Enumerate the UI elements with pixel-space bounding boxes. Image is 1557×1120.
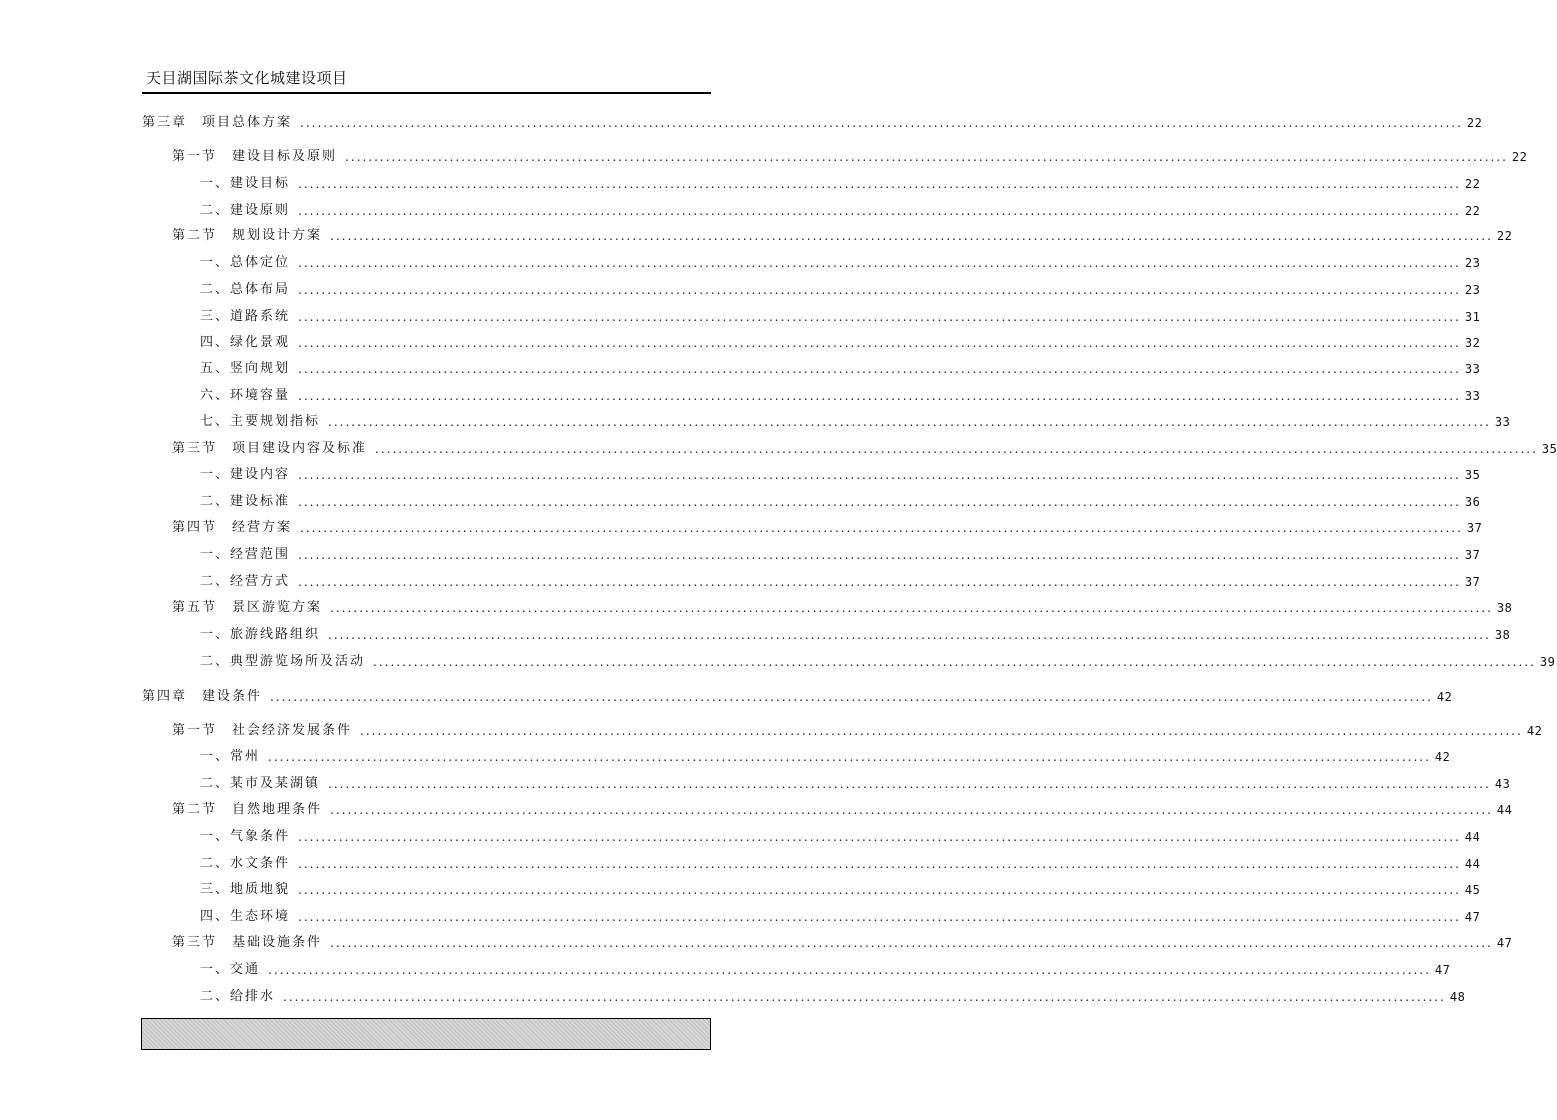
toc-subsection-entry[interactable]: [200, 250, 1481, 276]
toc-page-number: 22: [1464, 204, 1481, 218]
toc-section-entry[interactable]: [172, 515, 1483, 541]
toc-leader-dots: ........................................................................................................................................................................................................: [298, 883, 1461, 897]
toc-page-number: 47: [1496, 936, 1513, 950]
document-title: 天目湖国际茶文化城建设项目: [146, 69, 348, 87]
toc-leader-dots: ........................................................................................................................................................................................................: [298, 310, 1461, 324]
toc-entry-label: 三、地质地貌: [200, 882, 291, 897]
toc-page-number: 37: [1464, 575, 1481, 589]
toc-entry-label: 第四节 经营方案: [172, 520, 293, 535]
toc-section-entry[interactable]: [172, 797, 1513, 823]
toc-subsection-entry[interactable]: [200, 489, 1481, 515]
toc-page-number: 44: [1464, 830, 1481, 844]
toc-subsection-entry[interactable]: [200, 824, 1481, 850]
toc-section-entry[interactable]: [172, 436, 1557, 462]
toc-page-number: 35: [1464, 468, 1481, 482]
toc-leader-dots: ........................................................................................................................................................................................................: [268, 750, 1431, 764]
toc-page-number: 42: [1526, 724, 1543, 738]
toc-entry-label: 一、建设目标: [200, 176, 291, 191]
toc-entry-label: 第三章 项目总体方案: [142, 115, 293, 130]
toc-entry-label: 一、经营范围: [200, 547, 291, 562]
toc-entry-label: 七、主要规划指标: [200, 414, 321, 429]
toc-leader-dots: ........................................................................................................................................................................................................: [283, 990, 1446, 1004]
toc-entry-label: 六、环境容量: [200, 388, 291, 403]
toc-leader-dots: ........................................................................................................................................................................................................: [298, 204, 1461, 218]
toc-entry-label: 一、旅游线路组织: [200, 627, 321, 642]
toc-chapter-entry[interactable]: [142, 110, 1483, 136]
toc-entry-label: 二、给排水: [200, 989, 276, 1004]
toc-subsection-entry[interactable]: [200, 171, 1481, 197]
toc-page-number: 33: [1494, 415, 1511, 429]
toc-page-number: 44: [1464, 857, 1481, 871]
toc-entry-label: 一、总体定位: [200, 255, 291, 270]
toc-section-entry[interactable]: [172, 718, 1543, 744]
toc-entry-label: 二、建设原则: [200, 203, 291, 218]
toc-entry-label: 第三节 基础设施条件: [172, 935, 323, 950]
toc-leader-dots: ........................................................................................................................................................................................................: [345, 150, 1508, 164]
toc-leader-dots: ........................................................................................................................................................................................................: [298, 256, 1461, 270]
toc-leader-dots: ........................................................................................................................................................................................................: [298, 362, 1461, 376]
toc-page-number: 36: [1464, 495, 1481, 509]
toc-subsection-entry[interactable]: [200, 198, 1481, 224]
toc-leader-dots: ........................................................................................................................................................................................................: [328, 777, 1491, 791]
toc-section-entry[interactable]: [172, 595, 1513, 621]
toc-page-number: 39: [1539, 655, 1556, 669]
toc-leader-dots: ........................................................................................................................................................................................................: [360, 724, 1523, 738]
toc-entry-label: 四、绿化景观: [200, 335, 291, 350]
toc-subsection-entry[interactable]: [200, 984, 1466, 1010]
toc-leader-dots: ........................................................................................................................................................................................................: [270, 690, 1433, 704]
toc-leader-dots: ........................................................................................................................................................................................................: [375, 442, 1538, 456]
toc-page-number: 33: [1464, 389, 1481, 403]
toc-subsection-entry[interactable]: [200, 771, 1511, 797]
toc-leader-dots: ........................................................................................................................................................................................................: [298, 389, 1461, 403]
toc-entry-label: 一、气象条件: [200, 829, 291, 844]
toc-subsection-entry[interactable]: [200, 904, 1481, 930]
toc-page-number: 33: [1464, 362, 1481, 376]
toc-page-number: 43: [1494, 777, 1511, 791]
toc-entry-label: 三、道路系统: [200, 309, 291, 324]
toc-subsection-entry[interactable]: [200, 462, 1481, 488]
toc-leader-dots: ........................................................................................................................................................................................................: [298, 548, 1461, 562]
toc-page-number: 22: [1496, 229, 1513, 243]
toc-entry-label: 四、生态环境: [200, 909, 291, 924]
toc-page-number: 45: [1464, 883, 1481, 897]
toc-entry-label: 五、竖向规划: [200, 361, 291, 376]
toc-entry-label: 第三节 项目建设内容及标准: [172, 441, 368, 456]
toc-leader-dots: ........................................................................................................................................................................................................: [268, 963, 1431, 977]
toc-subsection-entry[interactable]: [200, 649, 1556, 675]
toc-subsection-entry[interactable]: [200, 569, 1481, 595]
toc-chapter-entry[interactable]: [142, 684, 1453, 710]
footer-bar: [141, 1018, 711, 1050]
toc-page-number: 47: [1464, 910, 1481, 924]
toc-entry-label: 第四章 建设条件: [142, 689, 263, 704]
toc-entry-label: 二、某市及某湖镇: [200, 776, 321, 791]
toc-page-number: 42: [1434, 750, 1451, 764]
toc-page-number: 32: [1464, 336, 1481, 350]
toc-subsection-entry[interactable]: [200, 744, 1451, 770]
toc-leader-dots: ........................................................................................................................................................................................................: [298, 283, 1461, 297]
toc-subsection-entry[interactable]: [200, 542, 1481, 568]
toc-subsection-entry[interactable]: [200, 304, 1481, 330]
toc-page-number: 22: [1464, 177, 1481, 191]
toc-page-number: 23: [1464, 256, 1481, 270]
toc-entry-label: 一、常州: [200, 749, 261, 764]
toc-page-number: 44: [1496, 803, 1513, 817]
toc-subsection-entry[interactable]: [200, 356, 1481, 382]
toc-subsection-entry[interactable]: [200, 622, 1511, 648]
toc-leader-dots: ........................................................................................................................................................................................................: [330, 803, 1493, 817]
toc-leader-dots: ........................................................................................................................................................................................................: [328, 628, 1491, 642]
toc-leader-dots: ........................................................................................................................................................................................................: [328, 415, 1491, 429]
toc-page-number: 47: [1434, 963, 1451, 977]
page-header: [142, 68, 711, 94]
toc-entry-label: 二、总体布局: [200, 282, 291, 297]
toc-section-entry[interactable]: [172, 223, 1513, 249]
toc-subsection-entry[interactable]: [200, 877, 1481, 903]
toc-leader-dots: ........................................................................................................................................................................................................: [298, 468, 1461, 482]
toc-leader-dots: ........................................................................................................................................................................................................: [330, 601, 1493, 615]
toc-leader-dots: ........................................................................................................................................................................................................: [330, 229, 1493, 243]
toc-entry-label: 一、建设内容: [200, 467, 291, 482]
toc-entry-label: 二、经营方式: [200, 574, 291, 589]
toc-page-number: 37: [1464, 548, 1481, 562]
toc-subsection-entry[interactable]: [200, 851, 1481, 877]
toc-page-number: 22: [1466, 116, 1483, 130]
toc-leader-dots: ........................................................................................................................................................................................................: [298, 336, 1461, 350]
toc-leader-dots: ........................................................................................................................................................................................................: [298, 830, 1461, 844]
toc-page-number: 38: [1496, 601, 1513, 615]
toc-subsection-entry[interactable]: [200, 957, 1451, 983]
toc-leader-dots: ........................................................................................................................................................................................................: [300, 521, 1463, 535]
toc-leader-dots: ........................................................................................................................................................................................................: [298, 177, 1461, 191]
toc-page-number: 42: [1436, 690, 1453, 704]
toc-page-number: 48: [1449, 990, 1466, 1004]
toc-page-number: 37: [1466, 521, 1483, 535]
toc-leader-dots: ........................................................................................................................................................................................................: [330, 936, 1493, 950]
toc-entry-label: 一、交通: [200, 962, 261, 977]
toc-leader-dots: ........................................................................................................................................................................................................: [300, 116, 1463, 130]
toc-subsection-entry[interactable]: [200, 330, 1481, 356]
toc-leader-dots: ........................................................................................................................................................................................................: [298, 575, 1461, 589]
toc-leader-dots: ........................................................................................................................................................................................................: [298, 857, 1461, 871]
toc-leader-dots: ........................................................................................................................................................................................................: [298, 495, 1461, 509]
toc-entry-label: 第五节 景区游览方案: [172, 600, 323, 615]
toc-subsection-entry[interactable]: [200, 409, 1511, 435]
toc-page-number: 23: [1464, 283, 1481, 297]
toc-subsection-entry[interactable]: [200, 277, 1481, 303]
toc-page-number: 31: [1464, 310, 1481, 324]
toc-section-entry[interactable]: [172, 144, 1528, 170]
toc-entry-label: 二、建设标准: [200, 494, 291, 509]
toc-section-entry[interactable]: [172, 930, 1513, 956]
toc-leader-dots: ........................................................................................................................................................................................................: [298, 910, 1461, 924]
toc-entry-label: 第一节 社会经济发展条件: [172, 723, 353, 738]
toc-subsection-entry[interactable]: [200, 383, 1481, 409]
toc-entry-label: 第二节 自然地理条件: [172, 802, 323, 817]
toc-page-number: 22: [1511, 150, 1528, 164]
toc-entry-label: 第一节 建设目标及原则: [172, 149, 338, 164]
toc-page-number: 38: [1494, 628, 1511, 642]
toc-entry-label: 二、水文条件: [200, 856, 291, 871]
toc-leader-dots: ........................................................................................................................................................................................................: [373, 655, 1536, 669]
toc-entry-label: 二、典型游览场所及活动: [200, 654, 366, 669]
toc-entry-label: 第二节 规划设计方案: [172, 228, 323, 243]
toc-page-number: 35: [1541, 442, 1557, 456]
